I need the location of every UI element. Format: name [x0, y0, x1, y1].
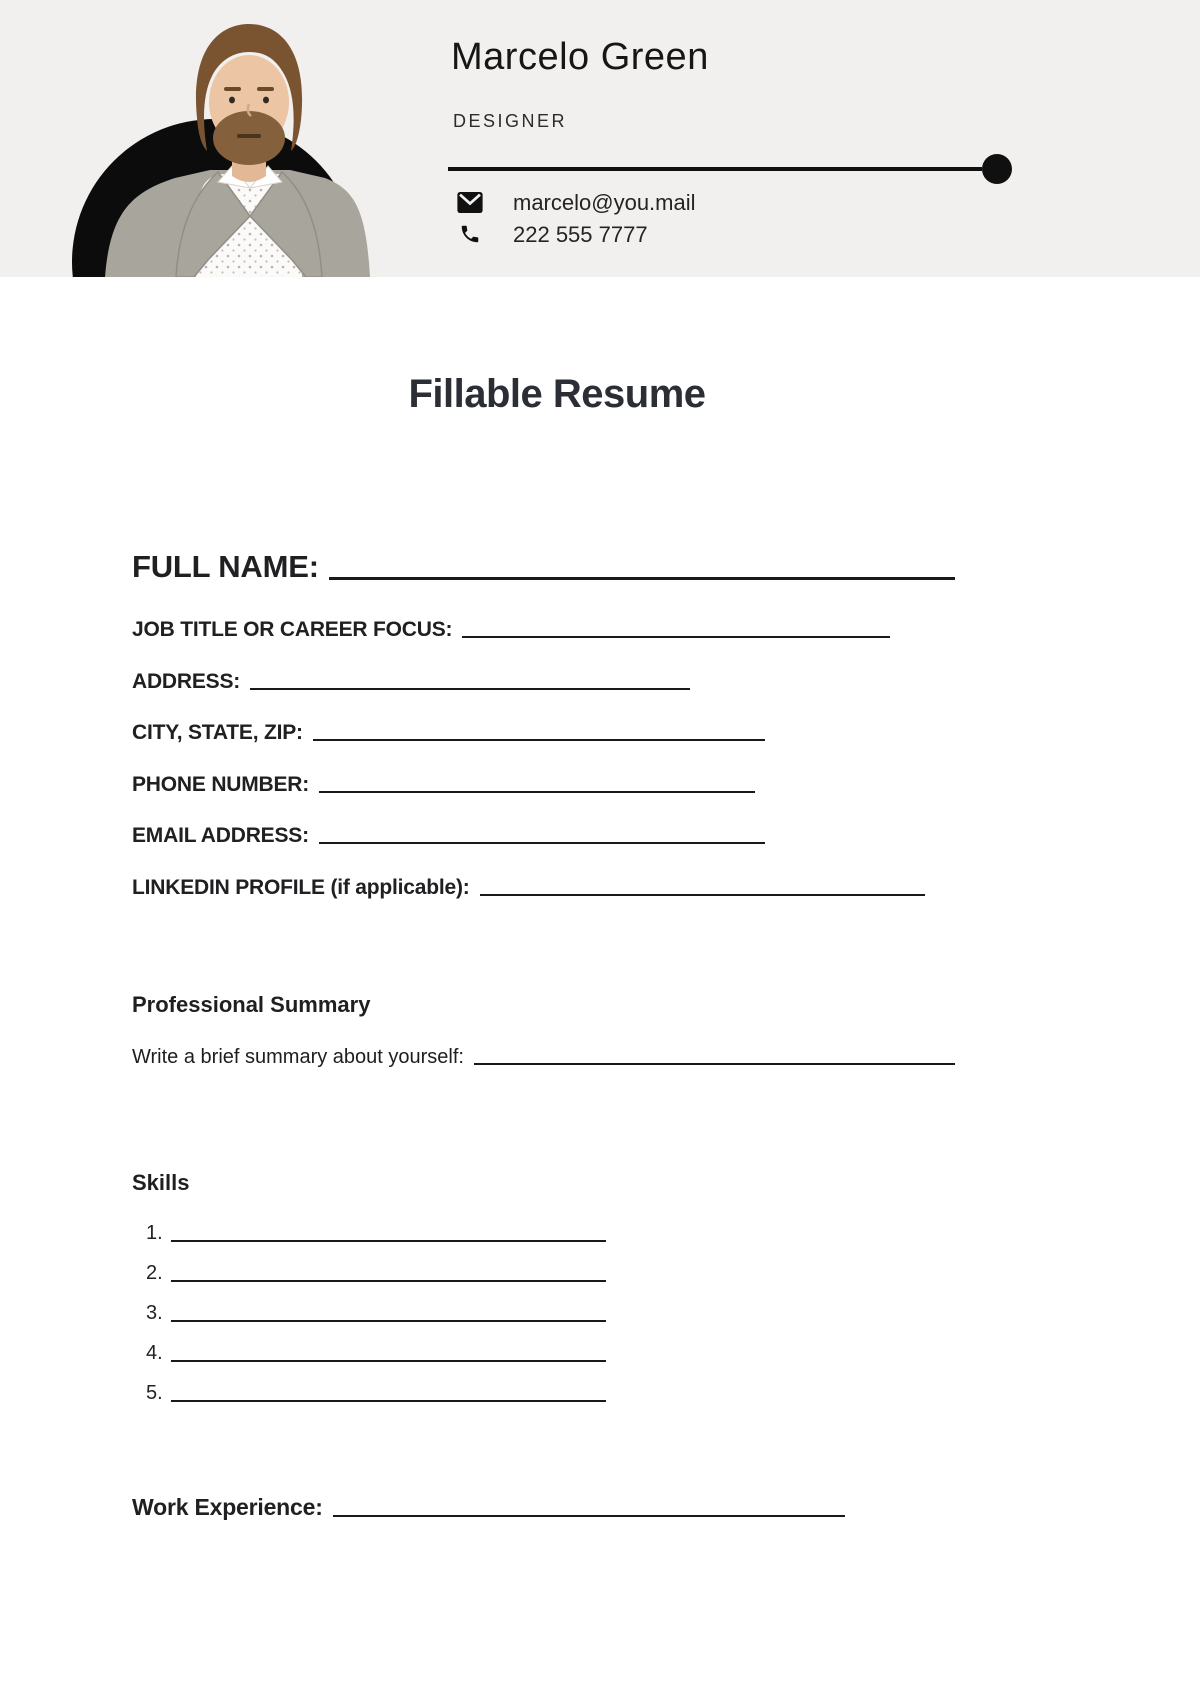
skill-item-2: [146, 1262, 606, 1285]
person-illustration: [60, 0, 380, 277]
full-name-label: FULL NAME:: [132, 549, 319, 584]
divider-dot: [982, 154, 1012, 184]
address-label: ADDRESS:: [132, 670, 241, 693]
field-row-phone-number: [132, 773, 755, 797]
skill-number-3: 3.: [146, 1302, 163, 1324]
profile-role: DESIGNER: [453, 111, 568, 131]
summary-prompt-label: Write a brief summary about yourself:: [132, 1046, 464, 1068]
field-row-address: [132, 670, 690, 694]
summary-heading: Professional Summary: [132, 992, 371, 1017]
email-icon: [457, 192, 483, 213]
skills-heading: Skills: [132, 1170, 190, 1195]
summary-prompt-row: [132, 1046, 955, 1069]
field-row-linkedin-profile: [132, 876, 925, 900]
phone-number-blank[interactable]: [319, 791, 755, 793]
field-row-email-address: [132, 824, 765, 848]
field-row-city-state-zip: [132, 721, 765, 745]
work-experience-row: [132, 1494, 845, 1521]
skill-number-2: 2.: [146, 1262, 163, 1284]
skill-blank-2[interactable]: [171, 1280, 606, 1282]
skill-number-1: 1.: [146, 1222, 163, 1244]
work-experience-label: Work Experience:: [132, 1494, 323, 1520]
skill-blank-5[interactable]: [171, 1400, 606, 1402]
summary-blank[interactable]: [474, 1063, 955, 1065]
page-title: Fillable Resume: [408, 372, 706, 416]
job-title-label: JOB TITLE OR CAREER FOCUS:: [132, 618, 453, 641]
divider-line: [448, 167, 982, 171]
skill-item-1: [146, 1222, 606, 1245]
skill-blank-3[interactable]: [171, 1320, 606, 1322]
linkedin-profile-label: LINKEDIN PROFILE (if applicable):: [132, 876, 470, 899]
phone-icon: [459, 223, 481, 245]
field-row-job-title: [132, 618, 890, 642]
field-row-full-name: [132, 549, 955, 585]
skill-blank-1[interactable]: [171, 1240, 606, 1242]
skill-item-5: [146, 1382, 606, 1405]
header-band: [0, 0, 1200, 277]
email-address-label: EMAIL ADDRESS:: [132, 824, 309, 847]
city-state-zip-label: CITY, STATE, ZIP:: [132, 721, 303, 744]
skill-blank-4[interactable]: [171, 1360, 606, 1362]
city-state-zip-blank[interactable]: [313, 739, 765, 741]
work-experience-blank[interactable]: [333, 1515, 845, 1517]
address-blank[interactable]: [250, 688, 690, 690]
full-name-blank[interactable]: [329, 577, 955, 580]
linkedin-profile-blank[interactable]: [480, 894, 925, 896]
profile-photo: [60, 0, 380, 277]
email-address-blank[interactable]: [319, 842, 765, 844]
skill-item-3: [146, 1302, 606, 1325]
skill-item-4: [146, 1342, 606, 1365]
profile-name: Marcelo Green: [451, 36, 709, 78]
email-text: marcelo@you.mail: [513, 190, 696, 215]
job-title-blank[interactable]: [462, 636, 890, 638]
phone-number-label: PHONE NUMBER:: [132, 773, 310, 796]
skill-number-5: 5.: [146, 1382, 163, 1404]
phone-text: 222 555 7777: [513, 222, 648, 247]
skill-number-4: 4.: [146, 1342, 163, 1364]
